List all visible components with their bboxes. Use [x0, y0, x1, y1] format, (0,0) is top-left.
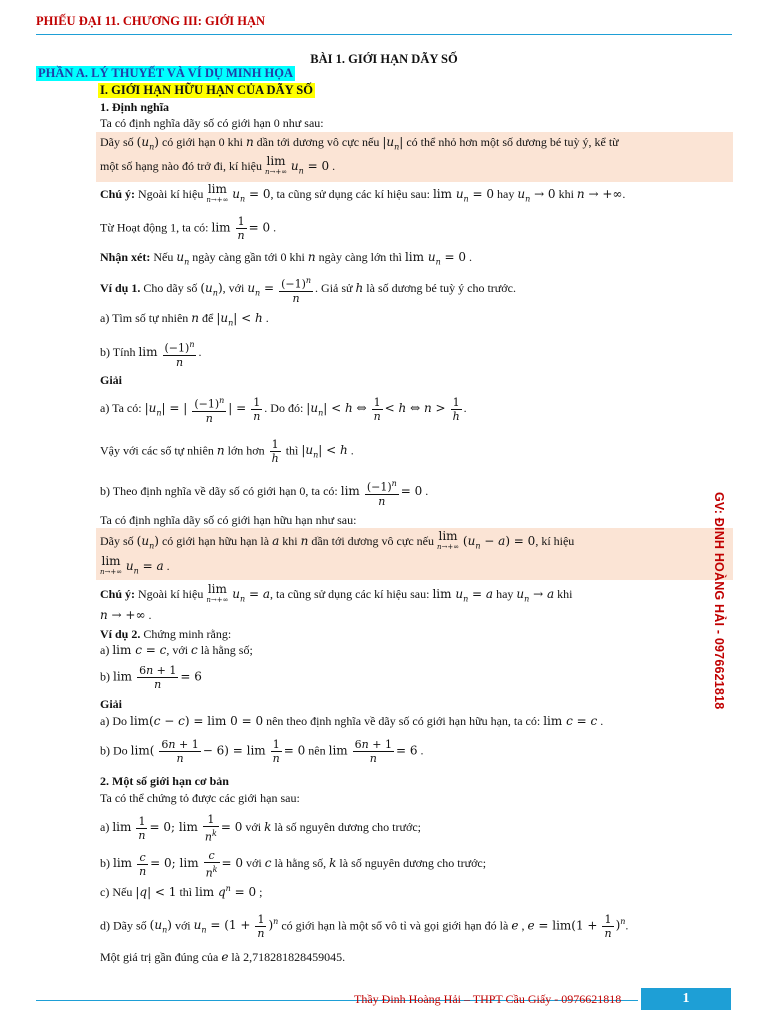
definition-box-limit-zero: [96, 132, 733, 182]
activity-1-result: Từ Hoạt động 1, ta có: lim $\frac{1}{n}$ = 0 .: [100, 215, 277, 242]
def0-line2: một số hạng nào đó trở đi, kí hiệu lim n→+∞ $u_n = 0$ .: [100, 154, 336, 176]
example-1-question-a: a) Tìm số tự nhiên n để $|u_n| < h$ .: [100, 311, 269, 328]
note-2-cont: n → +∞ .: [100, 608, 152, 622]
basic-limits-intro: Ta có thể chứng tỏ được các giới hạn sau:: [100, 791, 300, 805]
author-side-label: GV: ĐINH HOÀNG HẢI - 0976621818: [712, 492, 726, 710]
section-1-heading: I. GIỚI HẠN HỮU HẠN CỦA DÃY SỐ: [100, 83, 313, 97]
example-2-question-b: b) lim $\frac{6n + 1}{n}$ = 6: [100, 664, 202, 691]
example-1: Ví dụ 1. Cho dãy số $(u_n)$, với $u_n$ = $\frac{(-1)^n}{n}$ . Giả sử h là số dương bé tuỳ ý cho trước.: [100, 276, 516, 305]
def-heading: 1. Định nghĩa: [100, 100, 170, 114]
lesson-title: BÀI 1. GIỚI HẠN DÃY SỐ: [310, 52, 458, 66]
document-header: PHIẾU ĐẠI 11. CHƯƠNG III: GIỚI HẠN: [36, 14, 266, 28]
solution-1a-conclusion: Vậy với các số tự nhiên n lớn hơn $\frac{1}{h}$ thì $|u_n| < h$ .: [100, 438, 354, 465]
footer-author: Thầy Đinh Hoàng Hải – THPT Cầu Giấy - 0976621818: [354, 992, 622, 1006]
basic-limit-b: b) lim $\frac{c}{n}$ = 0; lim $\frac{c}{n^k}$ = 0 với c là hằng số, k là số nguyên dương cho trước;: [100, 849, 487, 880]
part-a-heading: PHẦN A. LÝ THUYẾT VÀ VÍ DỤ MINH HỌA: [38, 66, 294, 80]
note-2: Chú ý: Ngoài kí hiệu lim n→+∞ $u_n = a$, ta cũng sử dụng các kí hiệu sau: $\lim u_n = a$ hay $u_n \to a$ khi: [100, 582, 573, 604]
solution-1a: a) Ta có: $|u_n|$ = | $\frac{(-1)^n}{n}$ | = $\frac{1}{n}$ . Do đó: $|u_n| < h$ ⇔ $\frac{1}{n}$ < h ⇔ n > $\frac{1}{h}$ .: [100, 395, 467, 425]
def0-line1: Dãy số $(u_n)$ có giới hạn 0 khi n dần tới dương vô cực nếu $|u_n|$ có thể nhỏ hơn một số dương bé tuỳ ý, kể từ: [100, 135, 619, 152]
basic-limit-c: c) Nếu |q| < 1 thì $\lim q^n = 0$ ;: [100, 884, 263, 899]
solution-2a: a) Do lim(c − c) = lim 0 = 0 nên theo định nghĩa về dãy số có giới hạn hữu hạn, ta có: lim c = c .: [100, 714, 604, 728]
page-number: 1: [641, 988, 731, 1010]
header-rule: [36, 34, 732, 35]
e-approximation: Một giá trị gần đúng của e là 2,718281828459045.: [100, 950, 346, 964]
example-2-question-a: a) lim c = c, với c là hằng số;: [100, 643, 253, 657]
defa-line1: Dãy số $(u_n)$ có giới hạn hữu hạn là a khi n dần tới dương vô cực nếu lim n→+∞ $(u_n - a) = 0$, kí hiệu: [100, 529, 575, 551]
basic-limits-heading: 2. Một số giới hạn cơ bản: [100, 774, 229, 788]
basic-limit-d: d) Dãy số $(u_n)$ với $u_n = (1$ + $\frac{1}{n}$ )$^n$ có giới hạn là một số vô tỉ và gọi giới hạn đó là e , e = lim(1 + $\frac{1}{n}$ )$^n$.: [100, 913, 629, 940]
example-2: Ví dụ 2. Chứng minh rằng:: [100, 627, 232, 641]
example-1-question-b: b) Tính lim $\frac{(-1)^n}{n}$ .: [100, 340, 202, 369]
solution-1-label: Giải: [100, 373, 123, 387]
solution-2-label: Giải: [100, 697, 123, 711]
remark: Nhận xét: Nếu $u_n$ ngày càng gần tới 0 khi n ngày càng lớn thì $\lim u_n = 0$ .: [100, 250, 473, 267]
note-1: Chú ý: Ngoài kí hiệu lim n→+∞ $u_n = 0$, ta cũng sử dụng các kí hiệu sau: $\lim u_n = 0$ hay $u_n \to 0$ khi n → +∞.: [100, 182, 626, 204]
def-intro: Ta có định nghĩa dãy số có giới hạn 0 như sau:: [100, 116, 324, 130]
basic-limit-a: a) lim $\frac{1}{n}$ = 0; lim $\frac{1}{n^k}$ = 0 với k là số nguyên dương cho trước;: [100, 813, 422, 844]
solution-1b: b) Theo định nghĩa về dãy số có giới hạn 0, ta có: lim $\frac{(-1)^n}{n}$ = 0 .: [100, 479, 429, 508]
finite-limit-intro: Ta có định nghĩa dãy số có giới hạn hữu hạn như sau:: [100, 513, 357, 527]
solution-2b: b) Do lim( $\frac{6n + 1}{n}$ − 6) = lim $\frac{1}{n}$ = 0 nên lim $\frac{6n + 1}{n}$ = 6 .: [100, 738, 424, 765]
defa-line2: lim n→+∞ $u_n = a$ .: [100, 554, 170, 576]
definition-box-finite-limit: [96, 528, 733, 580]
